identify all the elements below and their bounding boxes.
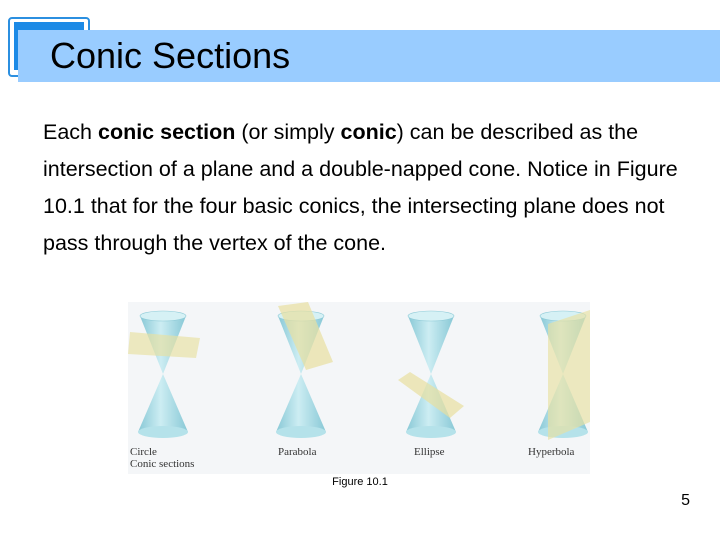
label-circle: Circle [130,446,157,458]
slide-title: Conic Sections [50,35,291,76]
label-parabola: Parabola [278,446,317,458]
hyperbola-plane [548,310,590,440]
conic-sections-figure [128,302,590,474]
figure-caption: Figure 10.1 [332,476,388,488]
term-conic: conic [340,120,397,144]
label-ellipse: Ellipse [414,446,445,458]
page-number: 5 [681,492,690,509]
figure-illustration [128,302,590,474]
body-text-1: Each [43,120,98,144]
label-conic-sections: Conic sections [130,458,195,470]
term-conic-section: conic section [97,120,236,144]
circle-plane [128,332,200,358]
circle-cone [138,311,188,438]
body-paragraph [43,114,698,262]
label-hyperbola: Hyperbola [528,446,575,458]
body-text-2: (or simply [235,120,341,144]
body-text-3: ) can be described as the intersection of a plane and a double-napped cone. Notice in Figure 10.1 that for the four basic conics, the intersecting plane does not pass through the vertex of the cone. [43,120,678,255]
